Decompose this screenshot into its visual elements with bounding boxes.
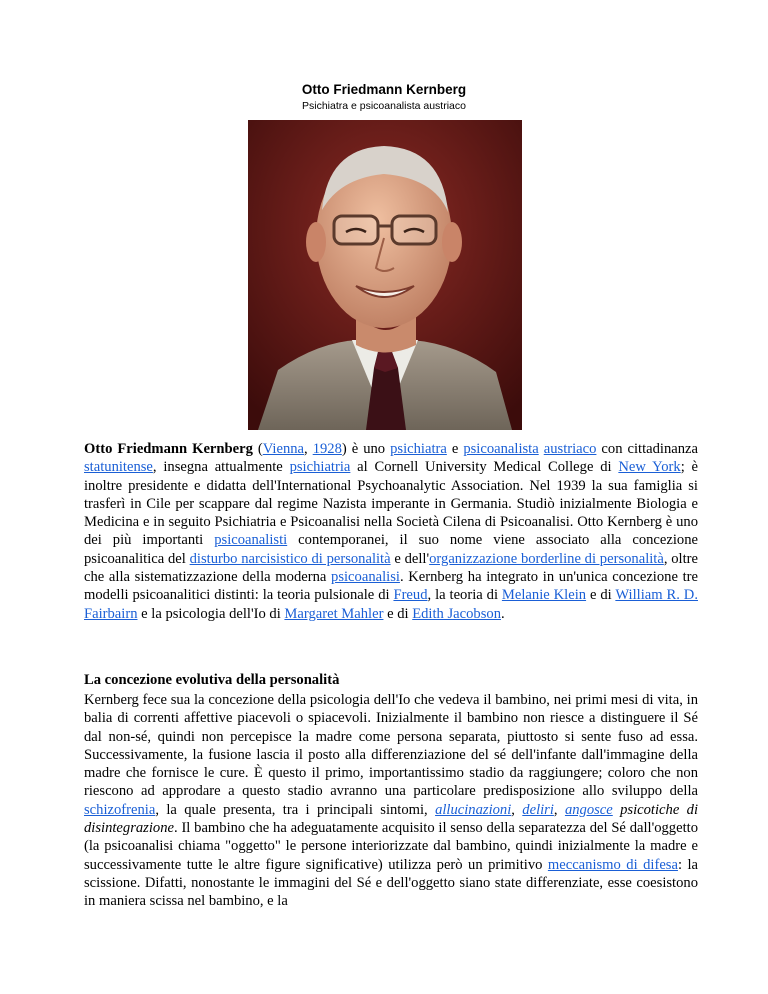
link-schizofrenia[interactable]: schizofrenia	[84, 801, 156, 818]
text-run: e la psicologia dell'Io di	[137, 605, 285, 622]
text-run: al Cornell University Medical College di	[350, 459, 619, 476]
link-allucinazioni[interactable]: allucinazioni	[435, 801, 512, 818]
text-run: contemporanei, il suo nome viene associato alla concezione psicoanalitica del	[84, 532, 698, 567]
text-run: , insegna attualmente	[152, 459, 290, 476]
link-new-york[interactable]: New York	[618, 459, 681, 476]
text-run: : la scissione. Difatti, nonostante le immagini del Sé e dell'oggetto siano state differenziate, esse coesistono in maniera scissa nel bambino, e la	[84, 856, 698, 910]
text-run: . Il bambino che ha adeguatamente acquisito il senso della separatezza del Sé dall'oggetto (la psicoanalisi chiama "oggetto" le persone interiorizzate dal bambino, quindi inizialmente la madre e successivamente tutte le altre figure significative) utilizza però un primitivo	[84, 820, 698, 873]
link-psicoanalista[interactable]: psicoanalista	[463, 441, 539, 457]
intro-paragraph	[84, 440, 698, 623]
link-angosce[interactable]: angosce	[564, 801, 613, 818]
link-vienna[interactable]: Vienna	[262, 441, 305, 457]
italic-run: psicotiche di disintegrazione	[84, 801, 699, 837]
section-paragraph	[84, 691, 698, 911]
portrait-photo	[248, 120, 522, 430]
text-run: , la teoria di	[427, 587, 502, 604]
link-melanie-klein[interactable]: Melanie Klein	[501, 587, 587, 604]
text-run: e dell'	[390, 550, 430, 567]
link-statunitense[interactable]: statunitense	[84, 459, 153, 476]
link-1928[interactable]: 1928	[312, 441, 342, 457]
text-run: ,	[304, 441, 313, 457]
link-psichiatria[interactable]: psichiatria	[289, 459, 351, 476]
text-run: e di	[383, 605, 413, 622]
link-disturbo-narcisistico[interactable]: disturbo narcisistico di personalità	[189, 550, 391, 567]
link-edith-jacobson[interactable]: Edith Jacobson	[412, 605, 501, 622]
link-meccanismo-difesa[interactable]: meccanismo di difesa	[547, 856, 678, 873]
text-run: . Kernberg ha integrato in un'unica concezione tre modelli psicoanalitici distinti: la teoria pulsionale di	[84, 569, 698, 604]
text-run: , oltre che alla sistematizzazione della moderna	[84, 550, 699, 586]
text-run: (	[252, 441, 263, 457]
text-run: Kernberg fece sua la concezione della psicologia dell'Io che vedeva il bambino, nei primi mesi di vita, in balia di correnti affettive piacevoli o spiacevoli. Inizialmente il bambino non riesce a distinguere il Sé dal non-sé, quindi non percepisce la madre come persona separata, piuttosto si sente fuso ad essa. Successivamente, la fusione lascia il posto alla differenziazione del sé dell'infante dall'immagine della madre che fornisce le cure. È questo il primo, importantissimo stadio da raggiungere; coloro che non riescono ad approdare a questo stadio avranno una particolare predisposizione allo sviluppo della	[84, 692, 698, 800]
link-psicoanalisi[interactable]: psicoanalisi	[331, 569, 400, 586]
text-run: e di	[586, 587, 616, 604]
link-organizzazione-borderline[interactable]: organizzazione borderline di personalità	[429, 550, 664, 567]
text-run: ) è uno	[341, 441, 391, 457]
page-title: Otto Friedmann Kernberg	[301, 82, 467, 97]
text-run: , la quale presenta, tra i principali sintomi,	[155, 801, 436, 818]
link-freud[interactable]: Freud	[393, 587, 428, 604]
link-psichiatra[interactable]: psichiatra	[390, 441, 447, 457]
text-run: .	[501, 605, 505, 622]
text-run: ,	[553, 801, 565, 818]
text-run: ; è inoltre presidente e didatta dell'International Psychoanalytic Association. Nel 1939 la sua famiglia si trasferì in Cile per scappare dal regime Nazista imperante in Germania. Studiò inizialmente Biologia e Medicina e in seguito Psichiatria e Psicoanalisi nella Società Cilena di Psicoanalisi. Otto Kernberg è uno dei più importanti	[84, 459, 699, 549]
link-fairbairn[interactable]: William R. D. Fairbairn	[84, 587, 698, 622]
page-subtitle: Psichiatra e psicoanalista austriaco	[301, 100, 466, 112]
subject-name: Otto Friedmann Kernberg	[84, 441, 253, 457]
text-run: con cittadinanza	[596, 441, 698, 457]
link-deliri[interactable]: deliri	[522, 801, 554, 818]
text-run: ,	[511, 801, 523, 818]
text-run: e	[446, 441, 464, 457]
link-margaret-mahler[interactable]: Margaret Mahler	[284, 605, 384, 622]
section-heading: La concezione evolutiva della personalità	[84, 672, 340, 688]
link-psicoanalisti[interactable]: psicoanalisti	[214, 532, 288, 549]
link-austriaco[interactable]: austriaco	[543, 441, 597, 457]
